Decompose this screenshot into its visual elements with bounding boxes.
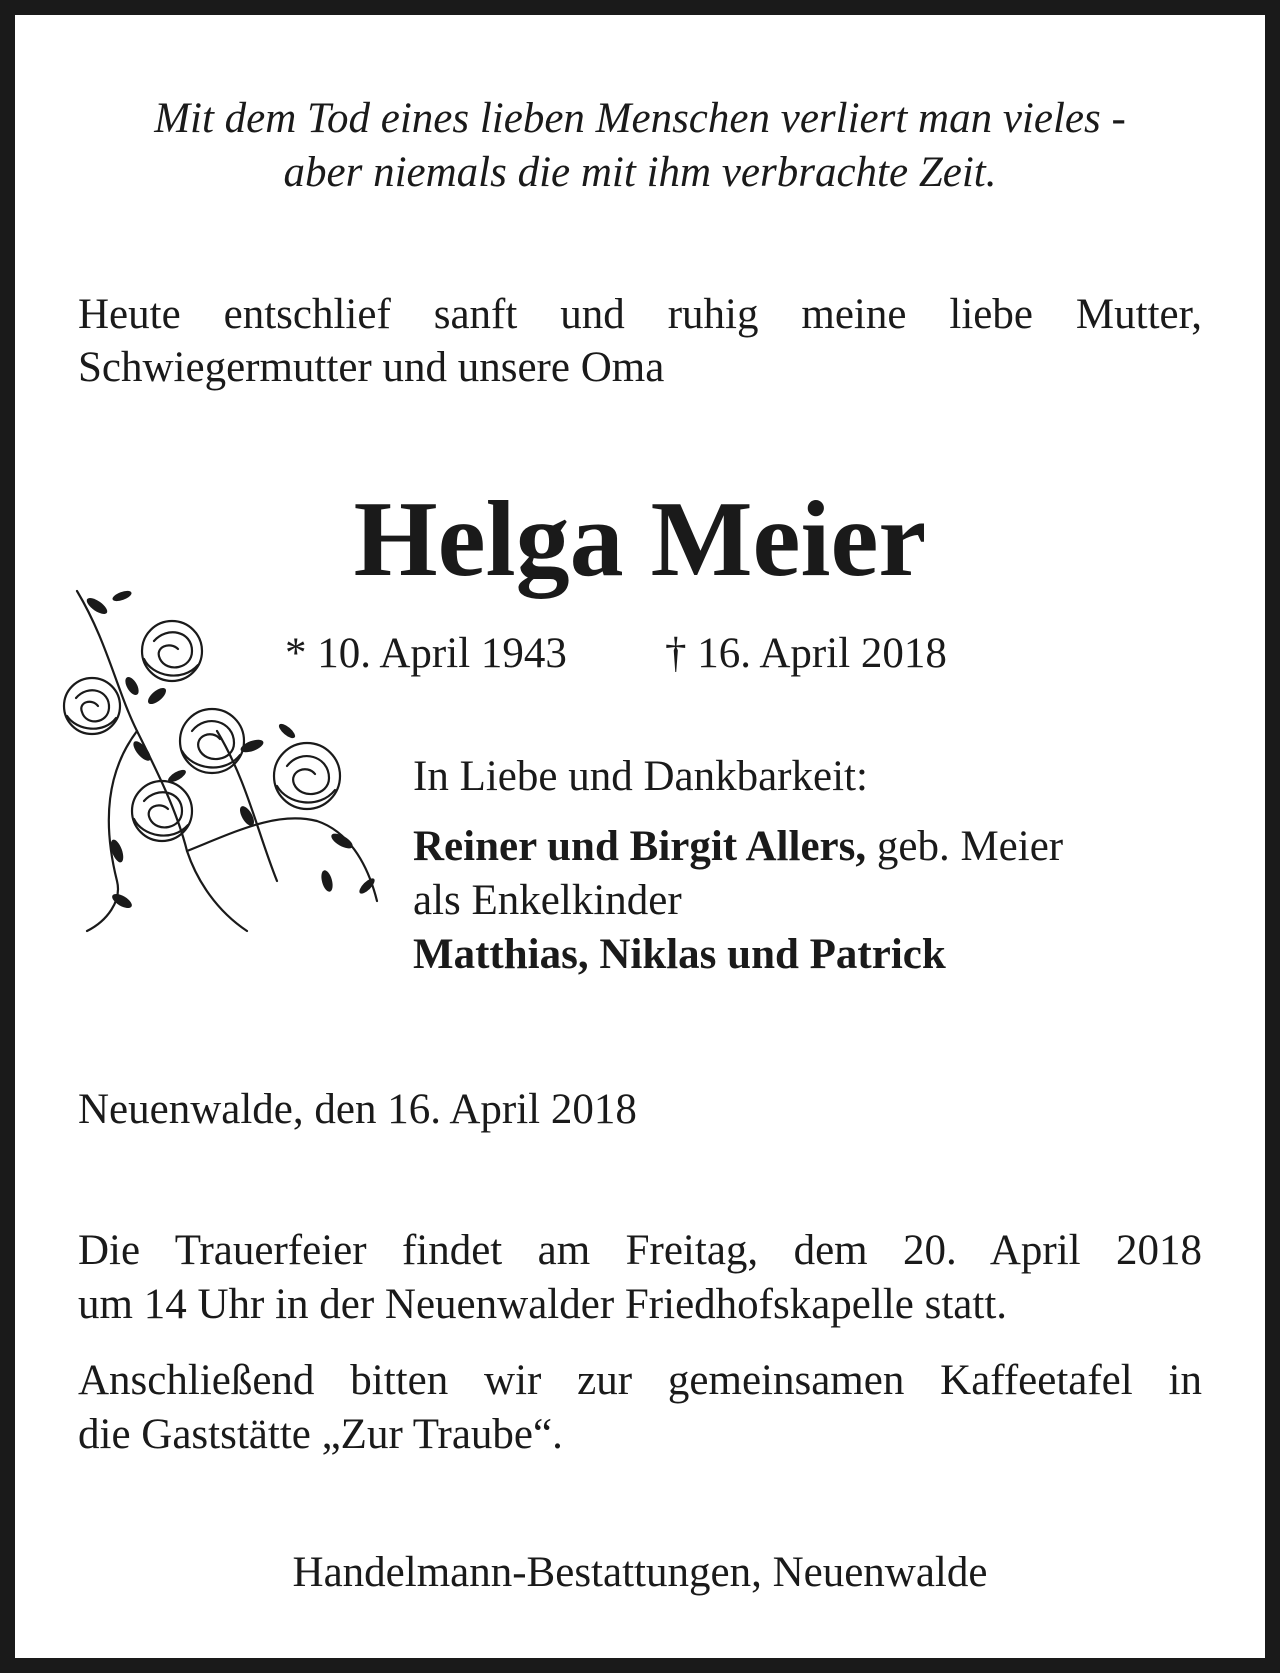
children-line (413, 820, 1213, 874)
service-info (78, 1224, 1202, 1332)
service-line-1: Die Trauerfeier findet am Freitag, dem 20. April 2018 (78, 1227, 1202, 1274)
children-suffix: geb. Meier (866, 823, 1064, 870)
mourners-intro: In Liebe und Dankbarkeit: (413, 753, 868, 800)
deceased-name: Helga Meier (353, 480, 927, 599)
reception-info (78, 1354, 1202, 1462)
reception-line-1: Anschließend bitten wir zur gemeinsamen Kaffeetafel in (78, 1357, 1202, 1404)
motto-quote (15, 92, 1265, 200)
motto-line-2: aber niemals die mit ihm verbrachte Zeit. (283, 149, 997, 196)
place-date: Neuenwalde, den 16. April 2018 (78, 1086, 637, 1133)
grandchildren-names: Matthias, Niklas und Patrick (413, 931, 946, 978)
children-names: Reiner und Birgit Allers, (413, 823, 867, 870)
death-date: † 16. April 2018 (665, 630, 947, 677)
intro-line-2: Schwiegermutter und unsere Oma (78, 344, 665, 391)
undertaker-name: Handelmann-Bestattungen, Neuenwalde (292, 1549, 988, 1596)
intro-text (78, 288, 1202, 394)
roses-icon (47, 581, 397, 941)
intro-line-1: Heute entschlief sanft und ruhig meine liebe Mutter, (78, 291, 1202, 338)
mourners-block (413, 750, 1213, 982)
reception-line-2: die Gaststätte „Zur Traube“. (78, 1411, 563, 1458)
motto-line-1: Mit dem Tod eines lieben Menschen verliert man vieles - (154, 95, 1126, 142)
grandchildren-label: als Enkelkinder (413, 877, 682, 924)
birth-date: * 10. April 1943 (285, 630, 567, 677)
service-line-2: um 14 Uhr in der Neuenwalder Friedhofskapelle statt. (78, 1281, 1008, 1328)
